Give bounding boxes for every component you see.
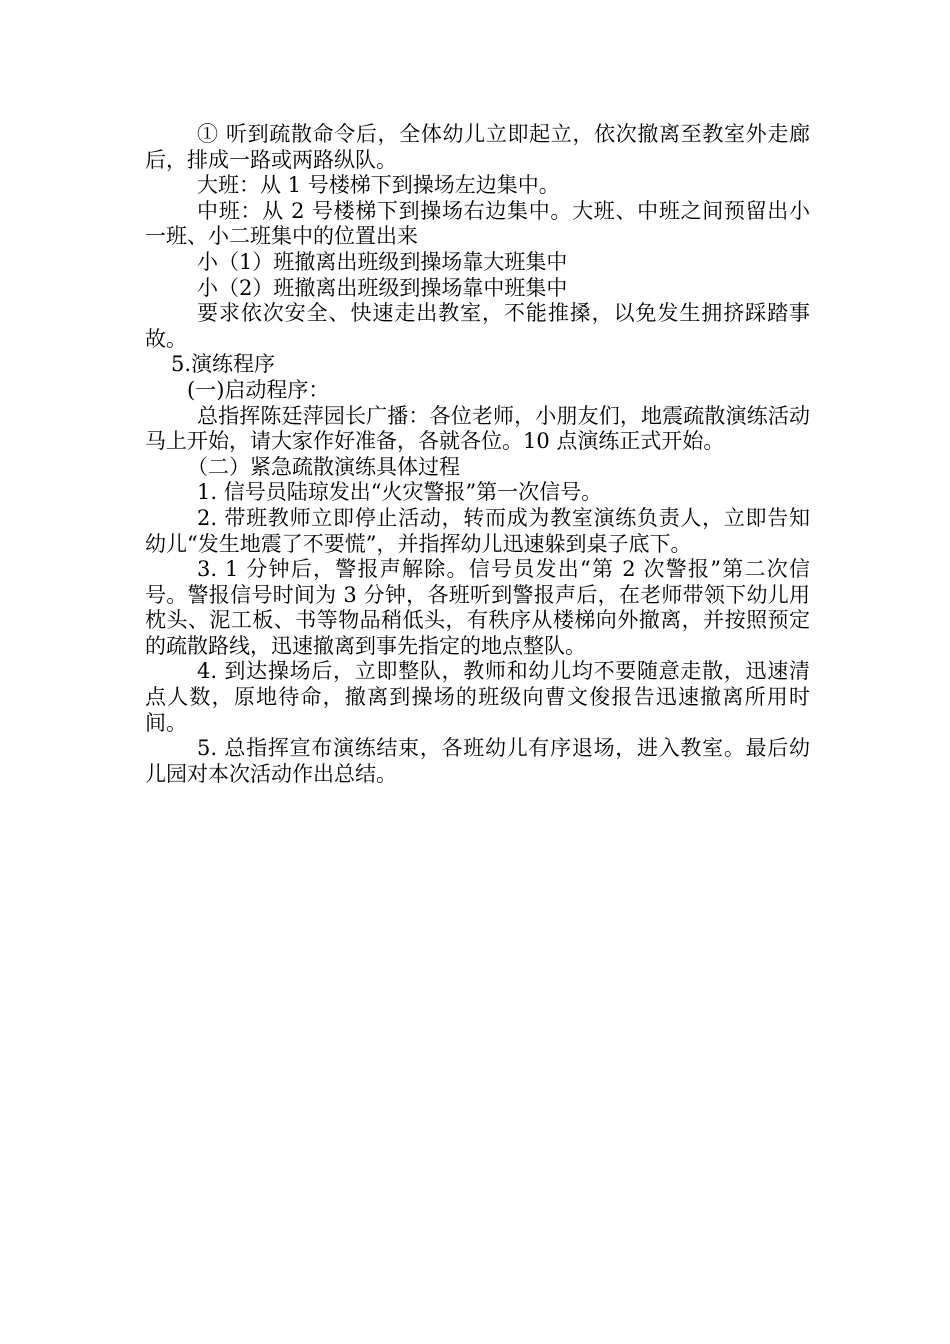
paragraph-requirements: 要求依次安全、快速走出教室，不能推搡，以免发生拥挤踩踏事故。: [145, 301, 810, 351]
subheading-evacuation-process: （二）紧急疏散演练具体过程: [187, 454, 460, 479]
subheading-start-procedure: (一)启动程序：: [187, 377, 330, 402]
paragraph-small-class-1: 小（1）班撤离出班级到操场靠大班集中: [197, 249, 568, 274]
paragraph-step-2: 2. 带班教师立即停止活动，转而成为教室演练负责人，立即告知幼儿“发生地震了不要慌”，并指挥幼儿迅速躲到桌子底下。: [145, 505, 810, 556]
section-heading-drill-procedure: 5.演练程序: [171, 352, 276, 377]
paragraph-step-3: 3. 1 分钟后，警报声解除。信号员发出“第 2 次警报”第二次信号。警报信号时间为 3 分钟，各班听到警报声后，在老师带领下幼儿用枕头、泥工板、书等物品稍低头，有秩序从楼梯向外撤离，并按照预定的疏散路线，迅速撤离到事先指定的地点整队。: [145, 557, 810, 658]
paragraph-middle-class: 中班：从 2 号楼梯下到操场右边集中。大班、中班之间预留出小一班、小二班集中的位置出来: [145, 198, 810, 249]
paragraph-evacuation-order: ① 听到疏散命令后，全体幼儿立即起立，依次撤离至教室外走廊后，排成一路或两路纵队。: [145, 122, 810, 172]
paragraph-broadcast: 总指挥陈廷萍园长广播：各位老师，小朋友们，地震疏散演练活动马上开始，请大家作好准备，各就各位。10 点演练正式开始。: [145, 403, 810, 454]
paragraph-step-5: 5. 总指挥宣布演练结束，各班幼儿有序退场，进入教室。最后幼儿园对本次活动作出总结。: [145, 736, 810, 786]
paragraph-step-4: 4. 到达操场后，立即整队，教师和幼儿均不要随意走散，迅速清点人数，原地待命，撤离到操场的班级向曹文俊报告迅速撤离所用时间。: [145, 659, 810, 735]
paragraph-step-1: 1. 信号员陆琼发出“火灾警报”第一次信号。: [197, 480, 603, 505]
document-page: [145, 122, 810, 787]
paragraph-small-class-2: 小（2）班撤离出班级到操场靠中班集中: [197, 275, 568, 300]
paragraph-big-class: 大班：从 1 号楼梯下到操场左边集中。: [197, 173, 560, 198]
